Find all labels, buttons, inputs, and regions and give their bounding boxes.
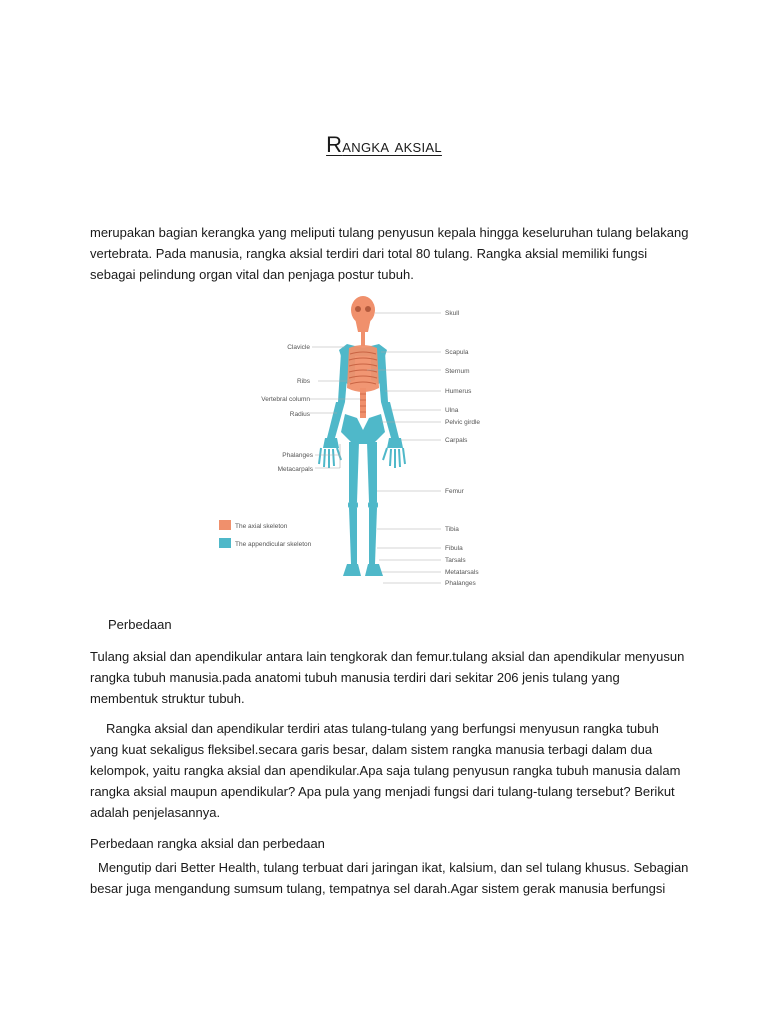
- label-ulna: Ulna: [445, 407, 459, 414]
- label-metatarsals: Metatarsals: [445, 569, 479, 576]
- page-title: [0, 132, 768, 158]
- label-pelvic-girdle: Pelvic girdle: [445, 419, 481, 426]
- label-phalanges-foot: Phalanges: [445, 580, 476, 587]
- skeleton-figure: [215, 292, 505, 598]
- title-initial: R: [326, 132, 343, 157]
- title-rest: angka aksial: [342, 136, 442, 156]
- label-clavicle: Clavicle: [287, 344, 310, 351]
- label-tibia: Tibia: [445, 526, 459, 533]
- label-vertebral-column: Vertebral column: [261, 396, 310, 403]
- heading-perbedaan: Perbedaan: [108, 617, 172, 632]
- label-scapula: Scapula: [445, 349, 469, 356]
- label-carpals: Carpals: [445, 437, 468, 444]
- label-humerus: Humerus: [445, 388, 472, 395]
- skeleton-diagram: [215, 292, 505, 598]
- paragraph-3: Rangka aksial dan apendikular terdiri atas tulang-tulang yang berfungsi menyusun rangka tubuh yang kuat sekaligus fleksibel.secara garis besar, dalam sistem rangka manusia terbagi dalam dua kelompok, yaitu rangka aksial dan apendikular.Apa saja tulang penyusun rangka tubuh manusia dalam rangka aksial maupun apendikular? Apa pula yang menjadi fungsi dari tulang-tulang tersebut? Berikut adalah penjelasannya.: [90, 721, 681, 820]
- label-phalanges-hand: Phalanges: [282, 452, 313, 459]
- heading-perbedaan-rangka: Perbedaan rangka aksial dan perbedaan: [90, 836, 325, 851]
- paragraph-intro: merupakan bagian kerangka yang meliputi tulang penyusun kepala hingga keseluruhan tulang belakang vertebrata. Pada manusia, rangka aksial terdiri dari total 80 tulang. Rangka aksial memiliki fungsi sebagai pelindung organ vital dan penjaga postur tubuh.: [90, 225, 689, 282]
- label-ribs: Ribs: [296, 378, 310, 385]
- label-femur: Femur: [445, 488, 464, 495]
- label-radius: Radius: [289, 411, 310, 418]
- legend-axial: The axial skeleton: [235, 523, 288, 530]
- label-metacarpals: Metacarpals: [277, 466, 313, 473]
- label-tarsals: Tarsals: [445, 557, 466, 564]
- legend-swatch-axial: [219, 520, 231, 530]
- legend-appendicular: The appendicular skeleton: [235, 541, 312, 548]
- paragraph-2: Tulang aksial dan apendikular antara lain tengkorak dan femur.tulang aksial dan apendikular menyusun rangka tubuh manusia.pada anatomi tubuh manusia terdiri dari sekitar 206 jenis tulang yang membentuk struktur tubuh.: [90, 649, 685, 706]
- paragraph-4: Mengutip dari Better Health, tulang terbuat dari jaringan ikat, kalsium, dan sel tulang khusus. Sebagian besar juga mengandung sumsum tulang, tempatnya sel darah.Agar sistem gerak manusia berfungsi: [90, 860, 689, 896]
- label-sternum: Sternum: [445, 368, 470, 375]
- label-fibula: Fibula: [445, 545, 463, 552]
- label-skull: Skull: [445, 310, 460, 317]
- legend-swatch-appendicular: [219, 538, 231, 548]
- axial-skeleton: [347, 296, 379, 418]
